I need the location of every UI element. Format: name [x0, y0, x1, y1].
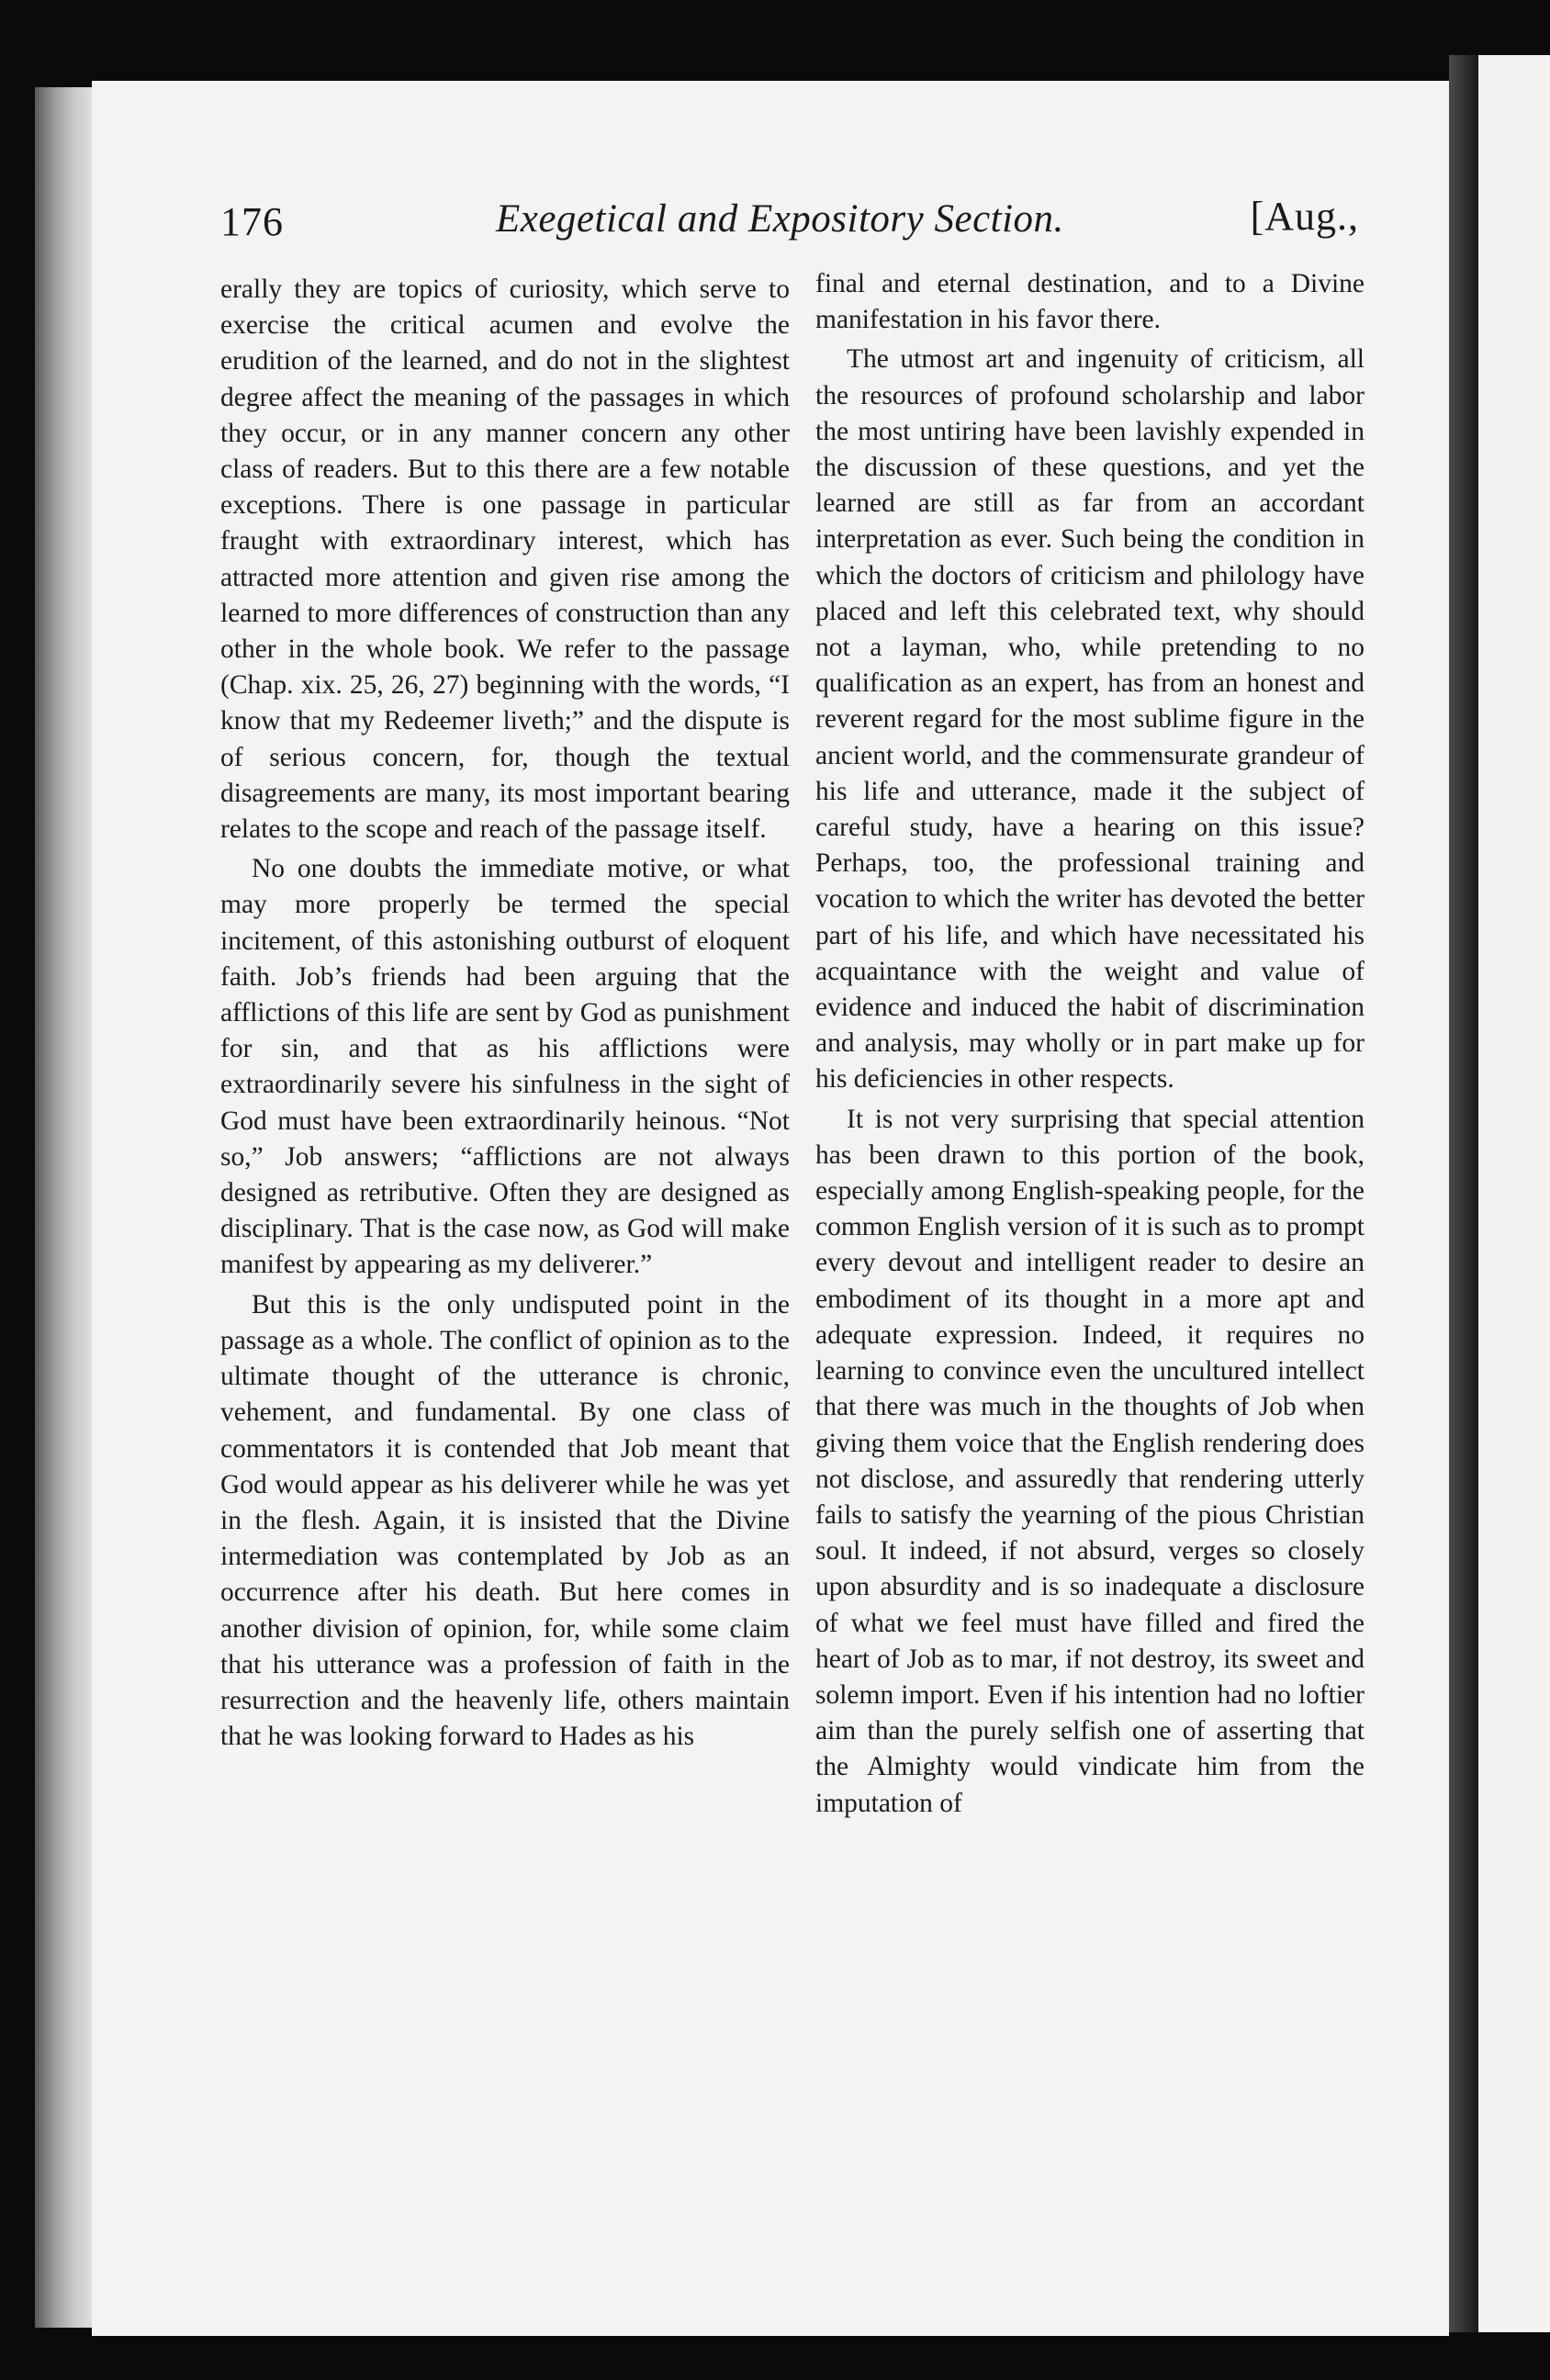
page-number: 176 [220, 199, 284, 244]
book-edge [35, 87, 99, 2328]
right-paragraph-1: final and eternal destination, and to a Divine manifestation in his favor there. [815, 269, 1365, 335]
facing-page-edge [1478, 55, 1550, 2332]
left-paragraph-3: But this is the only undisputed point in the passage as a whole. The conflict of opinion as to the ultimate thought of the utterance is chronic, vehement, and fundamental. By one class of commentators it is contended that Job meant that God would appear as his deliverer while he was yet in the flesh. Again, it is insisted that the Divine intermediation was contemplated by Job as an occurrence after his death. But here comes in another division of opinion, for, while some claim that his utterance was a profession of faith in the resurrection and the heavenly life, others maintain that he was looking forward to Hades as his [220, 1289, 790, 1752]
left-paragraph-2: No one doubts the immediate motive, or what may more properly be termed the special incitement, of this astonishing outburst of eloquent faith. Job’s friends had been arguing that the afflictions of this life are sent by God as punishment for sin, and that as his afflictions were extraordinarily severe his sinfulness in the sight of God must have been extraordinarily heinous. “Not so,” Job answers; “afflictions are not always designed as retributive. Often they are designed as disciplinary. That is the case now, as God will make manifest by appearing as my deliverer.” [220, 854, 790, 1280]
right-column [815, 266, 1365, 1822]
running-title: Exegetical and Expository Section. [496, 197, 1064, 241]
header-month: [Aug., [1250, 194, 1359, 239]
running-header [220, 191, 1359, 255]
right-paragraph-2: The utmost art and ingenuity of criticism, all the resources of profound scholarship and labor the most untiring have been lavishly expended in the discussion of these questions, and yet the learned are still as far from an accordant interpretation as ever. Such being the condition in which the doctors of criticism and philology have placed and left this celebrated text, why should not a layman, who, while pretending to no qualification as an expert, has from an honest and reverent regard for the most sublime figure in the ancient world, and the commensurate grandeur of his life and utterance, made it the subject of careful study, have a hearing on this issue? Perhaps, too, the professional training and vocation to which the writer has devoted the better part of his life, and which have necessitated his acquaintance with the weight and value of evidence and induced the habit of discrimination and analysis, may wholly or in part make up for his deficiencies in other respects. [815, 344, 1365, 1095]
left-column [220, 272, 790, 1755]
gutter-shadow [1449, 55, 1478, 2332]
left-paragraph-1: erally they are topics of curiosity, which serve to exercise the critical acumen and evolve the erudition of the learned, and do not in the slightest degree affect the meaning of the passages in which they occur, or in any manner concern any other class of readers. But to this there are a few notable exceptions. There is one passage in particular fraught with extraordinary interest, which has attracted more attention and given rise among the learned to more differences of construction than any other in the whole book. We refer to the passage (Chap. xix. 25, 26, 27) beginning with the words, “I know that my Redeemer liveth;” and the dispute is of serious concern, for, though the textual disagreements are many, its most important bearing relates to the scope and reach of the passage itself. [220, 275, 790, 845]
right-paragraph-3: It is not very surprising that special attention has been drawn to this portion of the book, especially among English-speaking people, for the common English version of it is such as to prompt every devout and intelligent reader to desire an embodiment of its thought in a more apt and adequate expression. Indeed, it requires no learning to convince even the uncultured intellect that there was much in the thoughts of Job when giving them voice that the English rendering does not disclose, and assuredly that rendering utterly fails to satisfy the yearning of the pious Christian soul. It indeed, if not absurd, verges so closely upon absurdity and is so inadequate a disclosure of what we feel must have filled and fired the heart of Job as to mar, if not destroy, its sweet and solemn import. Even if his intention had no loftier aim than the purely selfish one of asserting that the Almighty would vindicate him from the imputation of [815, 1104, 1365, 1818]
